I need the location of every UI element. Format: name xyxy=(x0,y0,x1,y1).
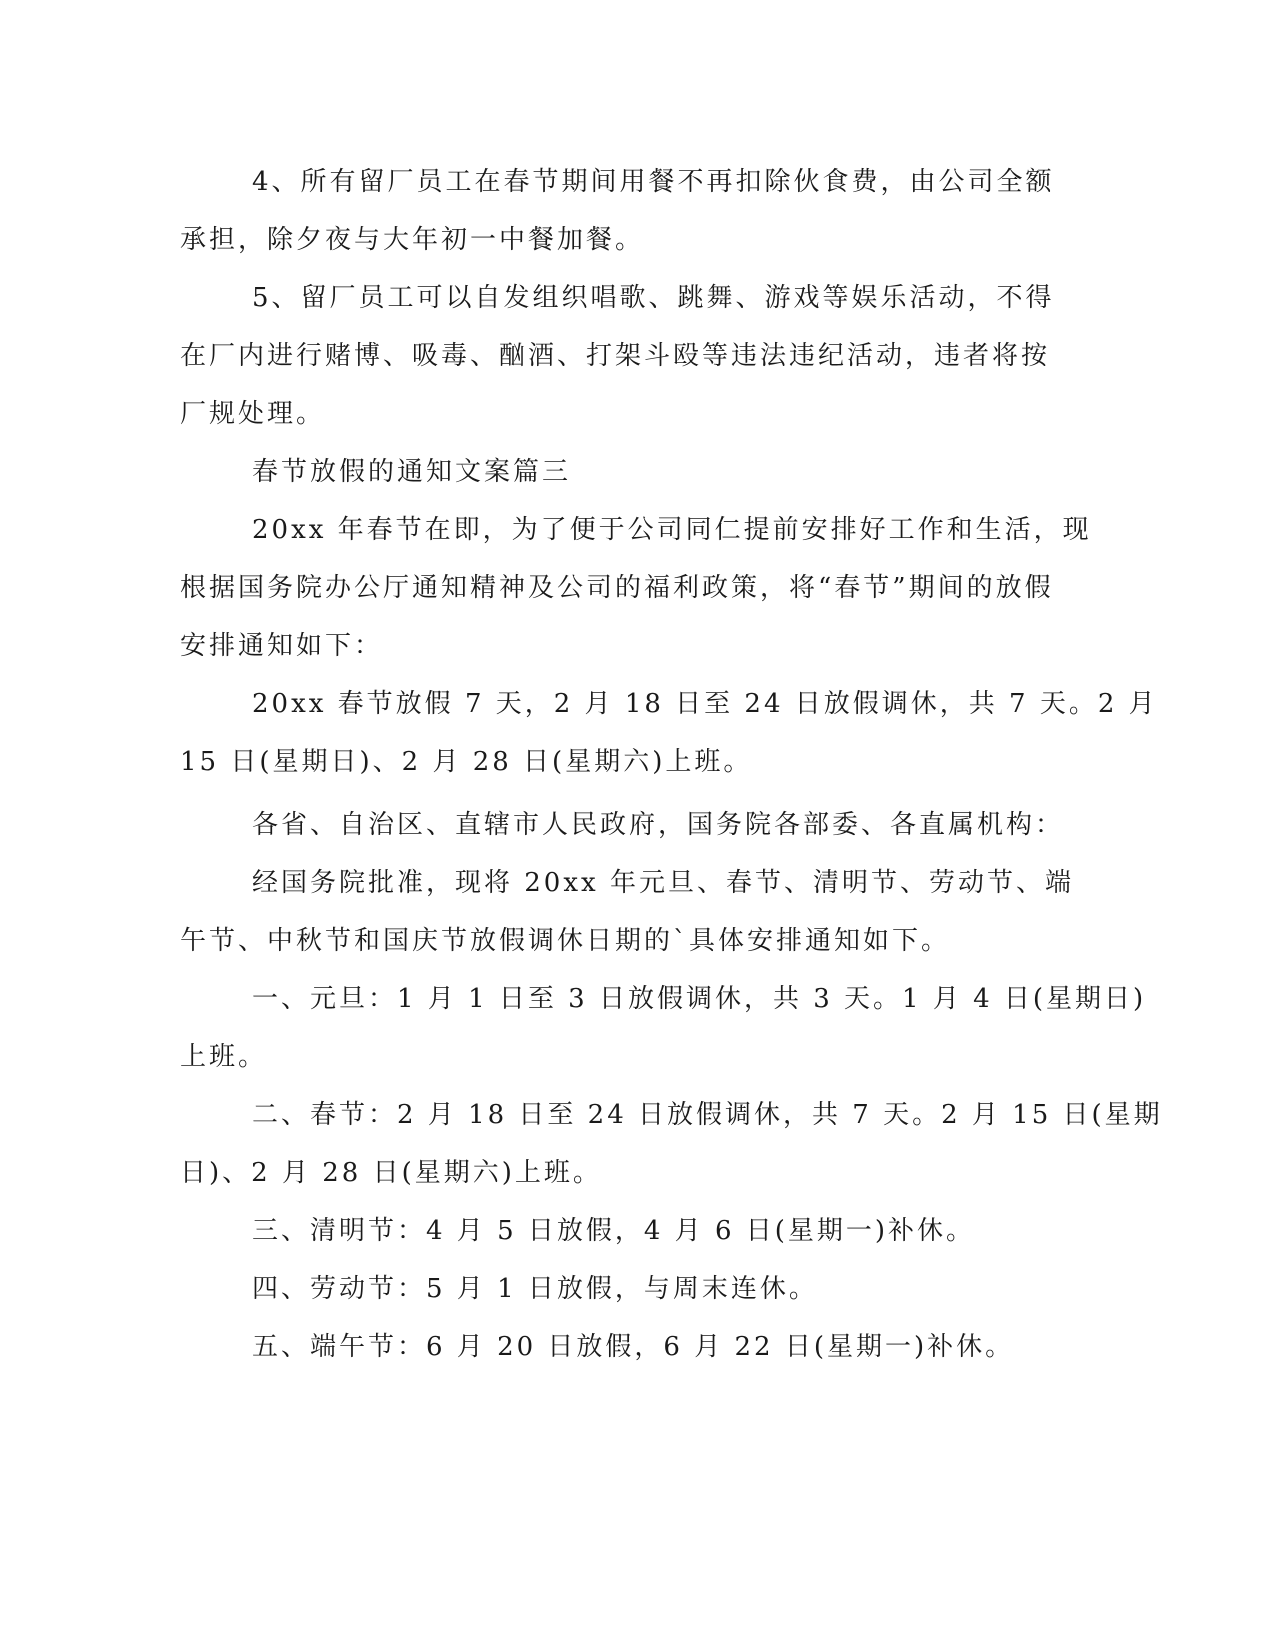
paragraph-line: 四、劳动节：5 月 1 日放假，与周末连休。 xyxy=(252,1274,818,1304)
paragraph-line: 根据国务院办公厅通知精神及公司的福利政策，将“春节”期间的放假 xyxy=(180,573,1054,603)
paragraph-line: 五、端午节：6 月 20 日放假，6 月 22 日(星期一)补休。 xyxy=(252,1332,1015,1362)
paragraph-line: 上班。 xyxy=(180,1042,268,1072)
paragraph-line: 安排通知如下： xyxy=(180,631,384,661)
paragraph-line: 4、所有留厂员工在春节期间用餐不再扣除伙食费，由公司全额 xyxy=(252,167,1055,197)
paragraph-line: 经国务院批准，现将 20xx 年元旦、春节、清明节、劳动节、端 xyxy=(252,868,1074,898)
paragraph-line: 二、春节：2 月 18 日至 24 日放假调休，共 7 天。2 月 15 日(星期 xyxy=(252,1100,1163,1130)
paragraph-line: 午节、中秋节和国庆节放假调休日期的`具体安排通知如下。 xyxy=(180,926,951,956)
section-heading: 春节放假的通知文案篇三 xyxy=(252,457,572,487)
paragraph-line: 20xx 年春节在即，为了便于公司同仁提前安排好工作和生活，现 xyxy=(252,515,1092,545)
paragraph-line: 5、留厂员工可以自发组织唱歌、跳舞、游戏等娱乐活动，不得 xyxy=(252,283,1055,313)
paragraph-line: 承担，除夕夜与大年初一中餐加餐。 xyxy=(180,225,645,255)
paragraph-line: 一、元旦：1 月 1 日至 3 日放假调休，共 3 天。1 月 4 日(星期日) xyxy=(252,984,1147,1014)
paragraph-line: 15 日(星期日)、2 月 28 日(星期六)上班。 xyxy=(180,747,753,777)
paragraph-line: 20xx 春节放假 7 天，2 月 18 日至 24 日放假调休，共 7 天。2 月 xyxy=(252,689,1158,719)
paragraph-line: 日)、2 月 28 日(星期六)上班。 xyxy=(180,1158,602,1188)
paragraph-line: 三、清明节：4 月 5 日放假，4 月 6 日(星期一)补休。 xyxy=(252,1216,976,1246)
paragraph-line: 在厂内进行赌博、吸毒、酗酒、打架斗殴等违法违纪活动，违者将按 xyxy=(180,341,1051,371)
paragraph-line: 厂规处理。 xyxy=(180,399,326,429)
paragraph-line: 各省、自治区、直辖市人民政府，国务院各部委、各直属机构： xyxy=(252,810,1065,840)
